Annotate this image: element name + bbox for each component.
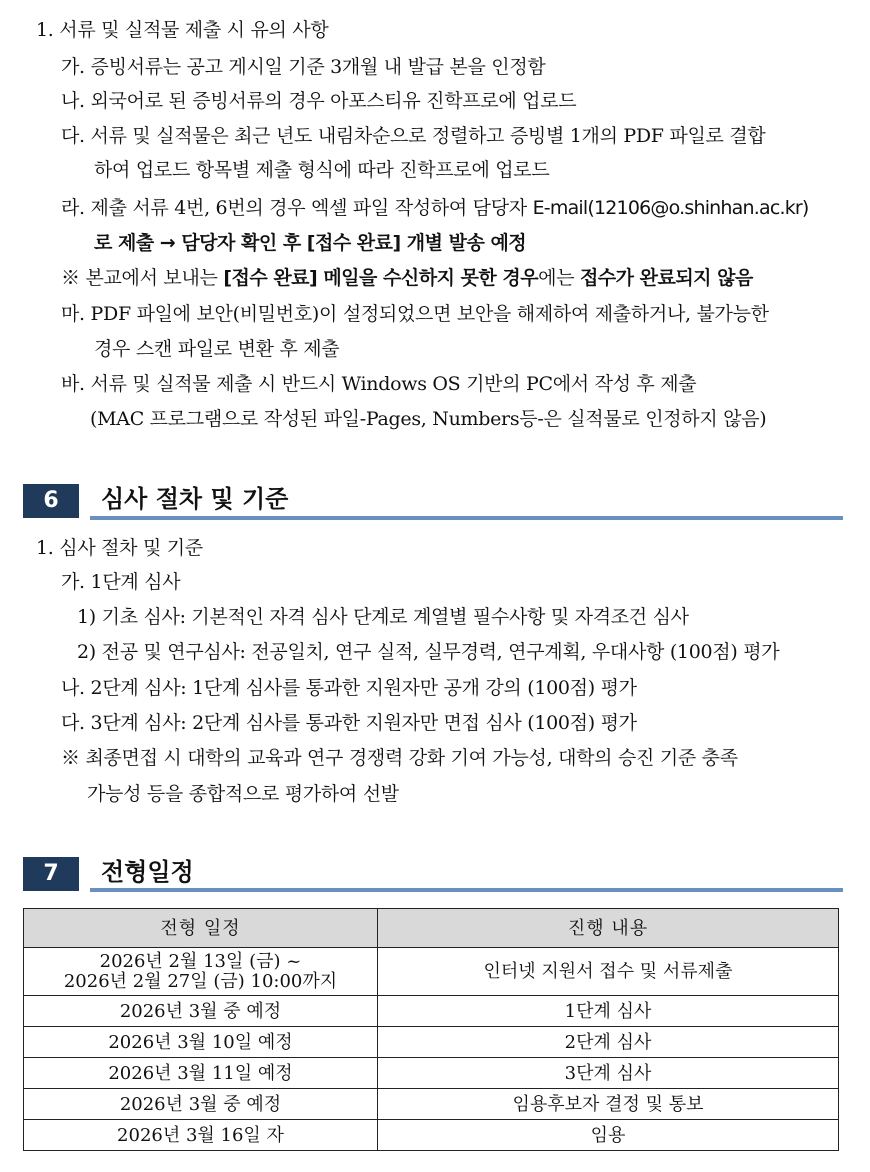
section-6-rule xyxy=(90,516,843,520)
sec5-item-na: 나. 외국어로 된 증빙서류의 경우 아포스티유 진학프로에 업로드 xyxy=(61,90,577,112)
section-7-title: 전형일정 xyxy=(101,858,194,886)
date-line-1: 2026년 2월 13일 (금) ~ xyxy=(99,950,302,972)
section-6-title: 심사 절차 및 기준 xyxy=(101,485,289,513)
ra-text: 라. 제출 서류 4번, 6번의 경우 엑셀 파일 작성하여 담당자 xyxy=(61,197,533,219)
date-line-2: 2026년 2월 27일 (금) 10:00까지 xyxy=(63,970,338,992)
note-part-c: 에는 xyxy=(538,267,580,289)
table-row xyxy=(24,1120,839,1151)
table-header-row xyxy=(24,909,839,948)
schedule-content-cell: 3단계 심사 xyxy=(378,1058,839,1089)
note-part-b: [접수 완료] 메일을 수신하지 못한 경우 xyxy=(223,267,539,289)
sec6-note-line1: ※ 최종면접 시 대학의 교육과 연구 경쟁력 강화 기여 가능성, 대학의 승진 기준 충족 xyxy=(61,747,738,769)
sec5-item-ba-line1: 바. 서류 및 실적물 제출 시 반드시 Windows OS 기반의 PC에서 작성 후 제출 xyxy=(61,373,697,395)
sec6-item-na: 나. 2단계 심사: 1단계 심사를 통과한 지원자만 공개 강의 (100점) 평가 xyxy=(61,677,637,699)
note-part-a: ※ 본교에서 보내는 xyxy=(61,267,224,289)
table-row xyxy=(24,996,839,1027)
sec5-item-ma-line2: 경우 스캔 파일로 변환 후 제출 xyxy=(94,338,340,360)
sec5-item-1: 1. 서류 및 실적물 제출 시 유의 사항 xyxy=(36,19,329,41)
note-part-d: 접수가 완료되지 않음 xyxy=(579,267,753,289)
schedule-date-cell: 2026년 3월 10일 예정 xyxy=(24,1027,378,1058)
schedule-content-cell: 2단계 심사 xyxy=(378,1027,839,1058)
section-7-rule xyxy=(90,888,843,892)
schedule-content-cell: 1단계 심사 xyxy=(378,996,839,1027)
header-schedule: 전형 일정 xyxy=(24,909,378,948)
table-row xyxy=(24,1089,839,1120)
contact-email: E-mail(12106@o.shinhan.ac.kr) xyxy=(532,197,809,219)
schedule-date-cell xyxy=(24,948,378,996)
sec6-note-line2: 가능성 등을 종합적으로 평가하여 선발 xyxy=(87,783,399,805)
schedule-date-cell: 2026년 3월 중 예정 xyxy=(24,1089,378,1120)
sec6-item-da: 다. 3단계 심사: 2단계 심사를 통과한 지원자만 면접 심사 (100점) 평가 xyxy=(61,712,637,734)
sec6-item-ga-1: 1) 기초 심사: 기본적인 자격 심사 단계로 계열별 필수사항 및 자격조건 심사 xyxy=(77,606,689,628)
table-row xyxy=(24,1058,839,1089)
sec5-item-ra-line2: 로 제출 → 담당자 확인 후 [접수 완료] 개별 발송 예정 xyxy=(94,232,527,254)
sec5-item-ga: 가. 증빙서류는 공고 게시일 기준 3개월 내 발급 본을 인정함 xyxy=(61,56,546,78)
schedule-date-cell: 2026년 3월 중 예정 xyxy=(24,996,378,1027)
section-6-number: 6 xyxy=(23,484,79,518)
table-row xyxy=(24,948,839,996)
table-row xyxy=(24,1027,839,1058)
sec5-item-da-line1: 다. 서류 및 실적물은 최근 년도 내림차순으로 정렬하고 증빙별 1개의 PDF 파일로 결합 xyxy=(61,125,766,147)
schedule-table xyxy=(23,908,839,1151)
schedule-date-cell: 2026년 3월 11일 예정 xyxy=(24,1058,378,1089)
sec5-item-ba-line2: (MAC 프로그램으로 작성된 파일-Pages, Numbers등-은 실적물로 인정하지 않음) xyxy=(90,408,767,430)
sec5-note xyxy=(61,266,753,290)
schedule-content-cell: 임용후보자 결정 및 통보 xyxy=(378,1089,839,1120)
schedule-content-cell: 임용 xyxy=(378,1120,839,1151)
header-content: 진행 내용 xyxy=(378,909,839,948)
sec5-item-ra-line1 xyxy=(61,196,809,220)
schedule-content-cell: 인터넷 지원서 접수 및 서류제출 xyxy=(378,948,839,996)
sec5-item-ma-line1: 마. PDF 파일에 보안(비밀번호)이 설정되었으면 보안을 해제하여 제출하거나, 불가능한 xyxy=(61,303,769,325)
sec6-item-ga-2: 2) 전공 및 연구심사: 전공일치, 연구 실적, 실무경력, 연구계획, 우대사항 (100점) 평가 xyxy=(77,641,780,663)
section-7-number: 7 xyxy=(23,857,79,891)
sec5-item-da-line2: 하여 업로드 항목별 제출 형식에 따라 진학프로에 업로드 xyxy=(94,159,550,181)
sec6-item-1: 1. 심사 절차 및 기준 xyxy=(36,537,203,559)
sec6-item-ga: 가. 1단계 심사 xyxy=(61,571,181,593)
schedule-date-cell: 2026년 3월 16일 자 xyxy=(24,1120,378,1151)
